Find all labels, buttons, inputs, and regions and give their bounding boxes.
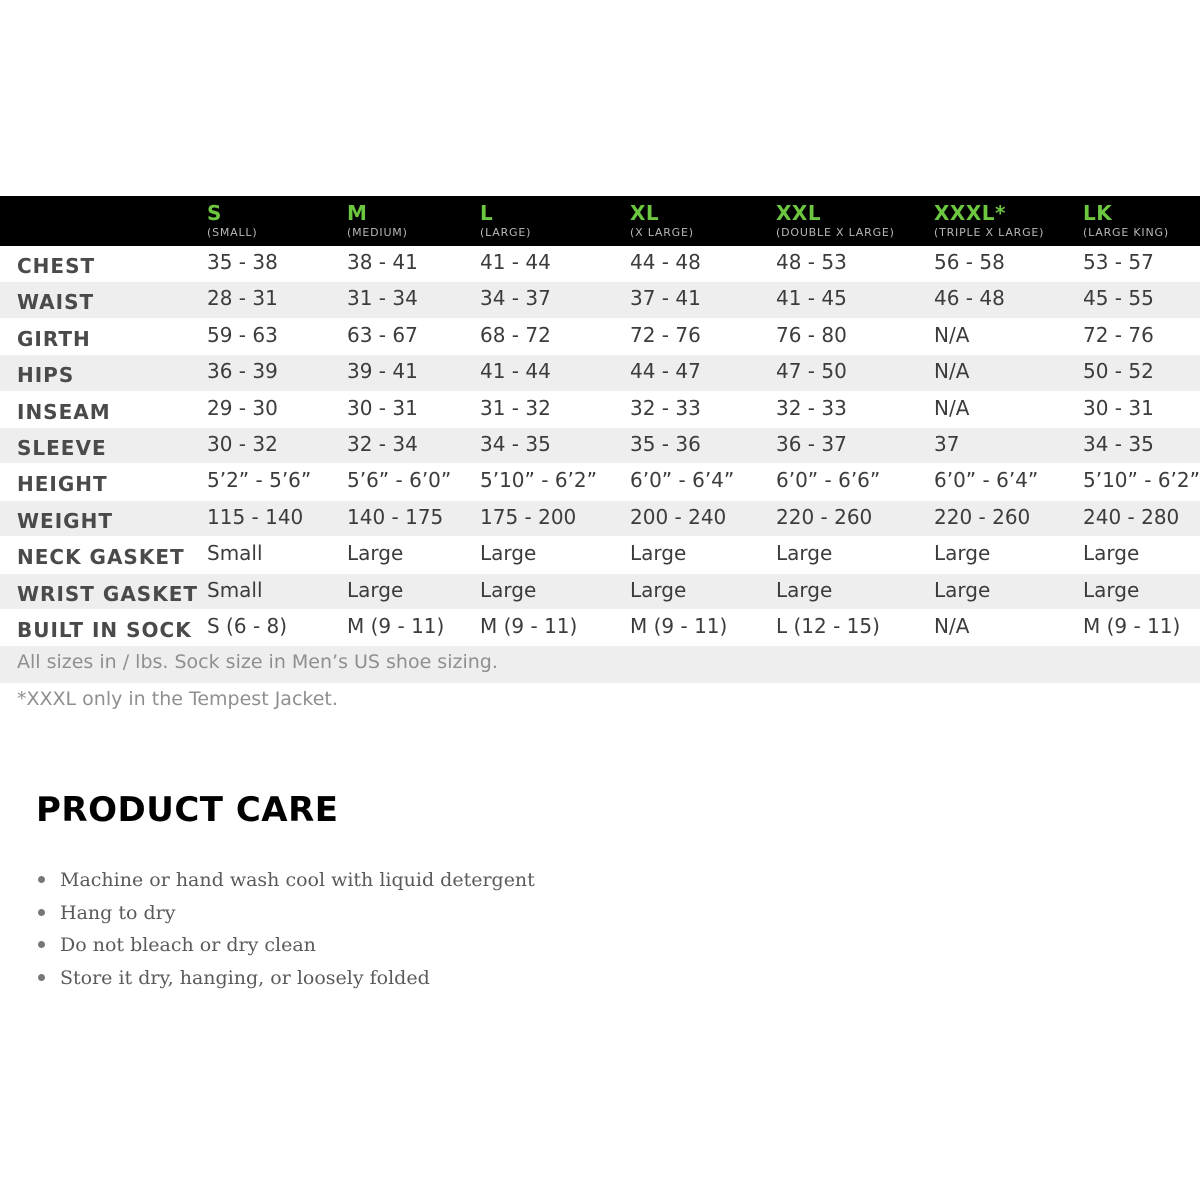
table-cell: Large (480, 577, 537, 602)
row-label: WRIST GASKET (17, 581, 199, 606)
table-cell: Large (480, 541, 537, 566)
row-label: SLEEVE (17, 435, 107, 460)
table-cell: 34 - 37 (480, 286, 551, 311)
table-row (0, 610, 1200, 646)
table-cell: 39 - 41 (347, 359, 418, 384)
table-cell: 37 - 41 (630, 286, 701, 311)
size-name: (LARGE KING) (1083, 226, 1169, 239)
bullet-icon (38, 876, 45, 883)
row-label: WEIGHT (17, 508, 113, 533)
table-cell: 240 - 280 (1083, 504, 1180, 529)
table-cell: Large (934, 541, 991, 566)
table-cell: 5’2” - 5’6” (207, 468, 312, 493)
table-cell: M (9 - 11) (630, 613, 728, 638)
product-care-list (36, 867, 1136, 997)
size-notes (0, 646, 1200, 719)
care-item-text: Machine or hand wash cool with liquid detergent (60, 869, 535, 891)
table-row (0, 319, 1200, 355)
size-code: LK (1083, 201, 1113, 225)
table-cell: 34 - 35 (480, 431, 551, 456)
table-row (0, 501, 1200, 537)
table-cell: 72 - 76 (1083, 322, 1154, 347)
table-cell: 53 - 57 (1083, 250, 1154, 274)
table-cell: N/A (934, 613, 970, 638)
table-row (0, 464, 1200, 500)
table-cell: 30 - 31 (347, 395, 418, 420)
table-cell: Large (1083, 577, 1140, 602)
care-item-text: Store it dry, hanging, or loosely folded (60, 966, 430, 989)
table-row (0, 428, 1200, 464)
row-label: BUILT IN SOCK (17, 617, 192, 642)
care-item-text: Hang to dry (60, 901, 176, 924)
care-item (36, 932, 1136, 965)
table-cell: Large (347, 541, 404, 566)
table-cell: Large (347, 577, 404, 602)
bullet-icon (38, 909, 45, 916)
care-item (36, 900, 1136, 933)
table-cell: S (6 - 8) (207, 613, 288, 638)
note-text: *XXXL only in the Tempest Jacket. (17, 687, 338, 710)
size-code: M (347, 201, 368, 225)
size-code: L (480, 201, 494, 225)
care-item (36, 867, 1136, 900)
table-cell: 6’0” - 6’6” (776, 468, 881, 493)
table-cell: 35 - 38 (207, 250, 278, 274)
size-chart-table (0, 196, 1200, 719)
table-cell: 5’6” - 6’0” (347, 468, 452, 493)
table-cell: 30 - 32 (207, 431, 278, 456)
table-cell: 41 - 44 (480, 250, 551, 274)
table-cell: N/A (934, 395, 970, 420)
table-cell: 41 - 45 (776, 286, 847, 311)
table-cell: 35 - 36 (630, 431, 701, 456)
size-name: (LARGE) (480, 226, 532, 239)
table-cell: 50 - 52 (1083, 359, 1154, 384)
table-cell: 47 - 50 (776, 359, 847, 384)
table-cell: 38 - 41 (347, 250, 418, 274)
table-cell: 115 - 140 (207, 504, 304, 529)
table-cell: 56 - 58 (934, 250, 1005, 274)
bullet-icon (38, 974, 45, 981)
table-cell: 45 - 55 (1083, 286, 1154, 311)
table-cell: N/A (934, 359, 970, 384)
table-cell: 48 - 53 (776, 250, 847, 274)
table-row (0, 355, 1200, 391)
table-cell: N/A (934, 322, 970, 347)
size-name: (X LARGE) (630, 226, 694, 239)
table-cell: Small (207, 541, 263, 566)
table-cell: 140 - 175 (347, 504, 444, 529)
table-cell: 220 - 260 (934, 504, 1031, 529)
table-cell: 31 - 32 (480, 395, 551, 420)
table-row (0, 282, 1200, 318)
table-cell: 32 - 34 (347, 431, 418, 456)
table-cell: 76 - 80 (776, 322, 847, 347)
table-cell: 31 - 34 (347, 286, 418, 311)
size-code: XXXL* (934, 201, 1006, 225)
table-cell: M (9 - 11) (1083, 613, 1181, 638)
table-cell: Large (630, 541, 687, 566)
table-cell: M (9 - 11) (347, 613, 445, 638)
row-label: CHEST (17, 254, 96, 278)
row-label: HEIGHT (17, 472, 108, 497)
table-cell: 32 - 33 (630, 395, 701, 420)
table-cell: L (12 - 15) (776, 613, 880, 638)
row-label: WAIST (17, 290, 95, 315)
size-code: XXL (776, 201, 822, 225)
table-cell: 6’0” - 6’4” (934, 468, 1039, 493)
size-name: (MEDIUM) (347, 226, 408, 239)
size-name: (SMALL) (207, 226, 258, 239)
table-cell: 175 - 200 (480, 504, 577, 529)
product-care-title: PRODUCT CARE (36, 790, 339, 830)
table-cell: Large (630, 577, 687, 602)
table-cell: 68 - 72 (480, 322, 551, 347)
size-code: S (207, 201, 222, 225)
table-cell: 5’10” - 6’2” (480, 468, 597, 493)
size-name: (DOUBLE X LARGE) (776, 226, 895, 239)
table-cell: 36 - 37 (776, 431, 847, 456)
table-row (0, 246, 1200, 282)
table-cell: 46 - 48 (934, 286, 1005, 311)
table-cell: Large (1083, 541, 1140, 566)
care-item-text: Do not bleach or dry clean (60, 934, 316, 956)
table-row (0, 537, 1200, 573)
table-cell: 220 - 260 (776, 504, 873, 529)
table-cell: 34 - 35 (1083, 431, 1154, 456)
table-cell: 32 - 33 (776, 395, 847, 420)
table-cell: Small (207, 577, 263, 602)
table-cell: 41 - 44 (480, 359, 551, 384)
note-row (0, 683, 1200, 719)
size-rows (0, 246, 1200, 646)
table-cell: 36 - 39 (207, 359, 278, 384)
table-cell: 44 - 48 (630, 250, 701, 274)
table-row (0, 392, 1200, 428)
care-item (36, 965, 1136, 998)
row-label: INSEAM (17, 399, 111, 424)
size-name: (TRIPLE X LARGE) (934, 226, 1045, 239)
bullet-icon (38, 941, 45, 948)
table-cell: Large (934, 577, 991, 602)
table-cell: Large (776, 577, 833, 602)
table-cell: 72 - 76 (630, 322, 701, 347)
table-cell: 44 - 47 (630, 359, 701, 384)
note-row (0, 646, 1200, 682)
table-row (0, 574, 1200, 610)
note-text: All sizes in / lbs. Sock size in Men’s US shoe sizing. (17, 651, 498, 674)
table-cell: 6’0” - 6’4” (630, 468, 735, 493)
table-cell: M (9 - 11) (480, 613, 578, 638)
size-header-row (0, 196, 1200, 246)
table-cell: 28 - 31 (207, 286, 278, 311)
table-cell: 200 - 240 (630, 504, 727, 529)
table-cell: 37 (934, 431, 960, 456)
table-cell: 63 - 67 (347, 322, 418, 347)
table-cell: 30 - 31 (1083, 395, 1154, 420)
table-cell: Large (776, 541, 833, 566)
table-cell: 5’10” - 6’2” (1083, 468, 1200, 493)
row-label: HIPS (17, 363, 75, 388)
row-label: NECK GASKET (17, 545, 185, 570)
table-cell: 59 - 63 (207, 322, 278, 347)
table-cell: 29 - 30 (207, 395, 278, 420)
product-care-section (36, 788, 1136, 997)
size-code: XL (630, 201, 660, 225)
row-label: GIRTH (17, 326, 91, 351)
